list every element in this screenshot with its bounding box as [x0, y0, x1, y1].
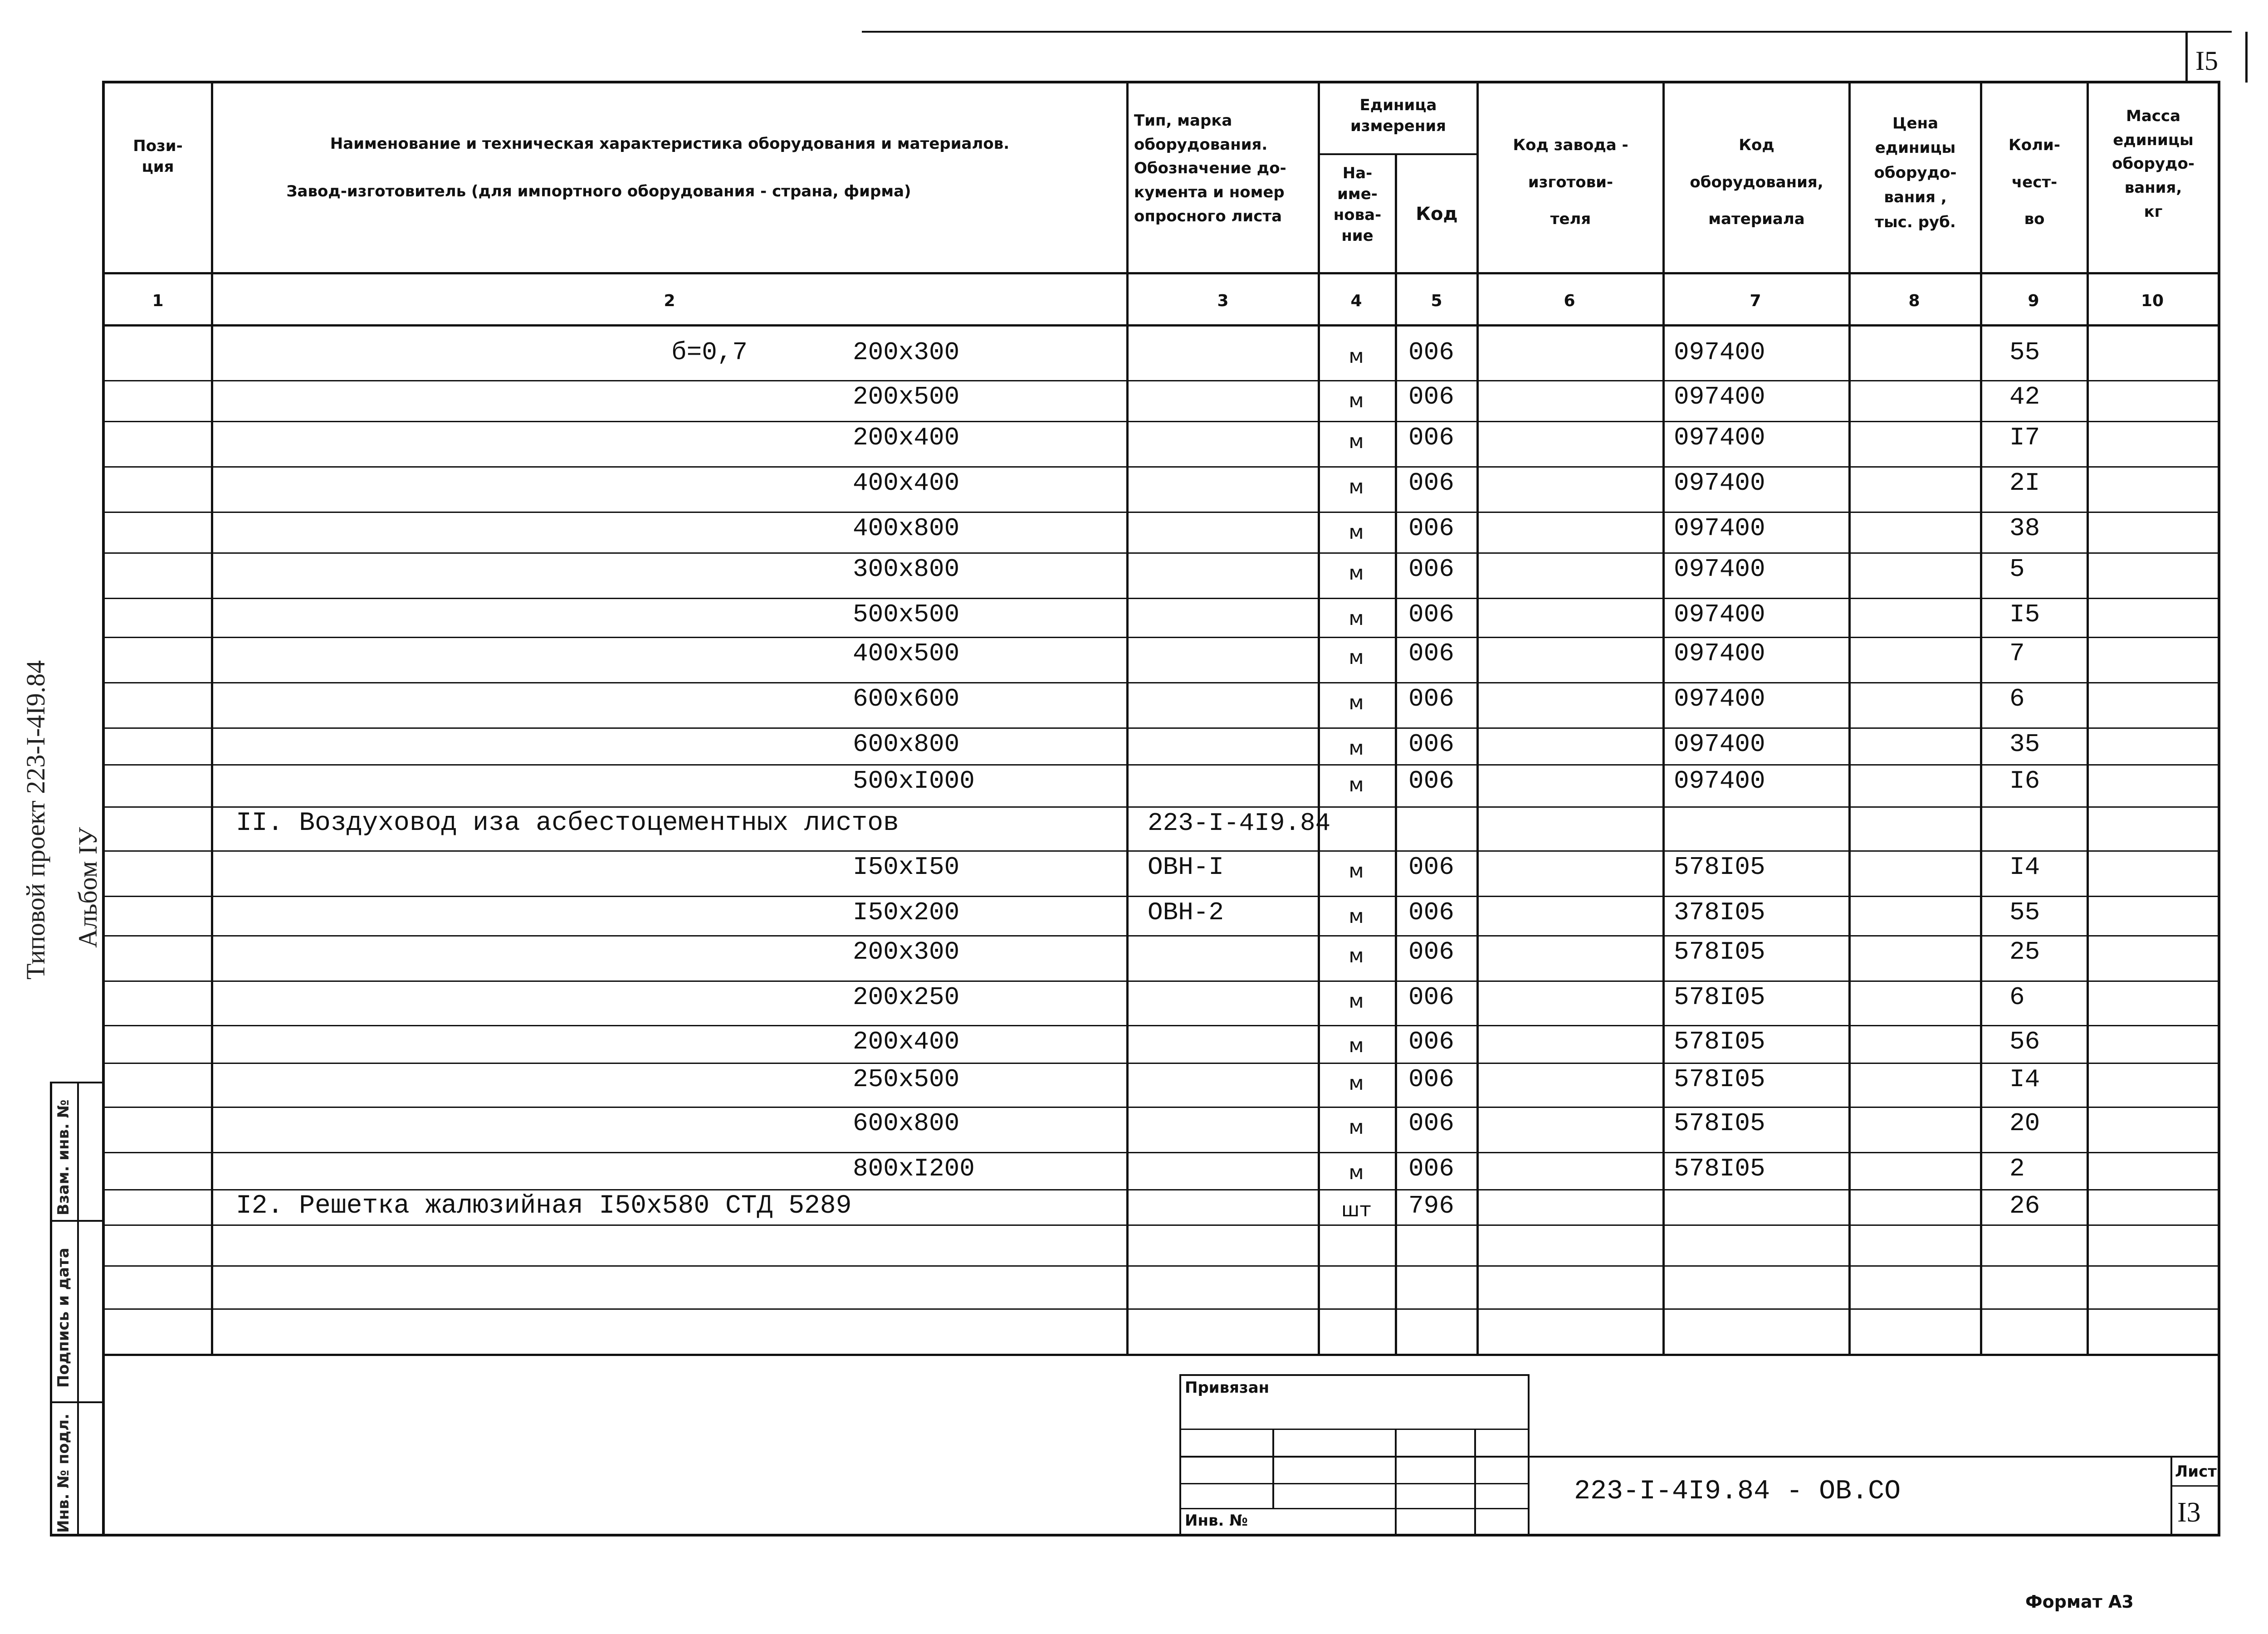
cell-size: 800xI200 [853, 1154, 975, 1183]
cell-qty: 56 [2009, 1027, 2040, 1056]
row-divider [105, 1025, 2218, 1026]
cell-size: I50x200 [853, 898, 960, 927]
cell-qty: 55 [2009, 898, 2040, 927]
cell-qty: 55 [2009, 338, 2040, 367]
header-plant-code: Код завода - изготови- теля [1513, 136, 1628, 229]
cell-code: 006 [1408, 684, 1454, 713]
row-divider [105, 682, 2218, 683]
tb-vline-1 [1272, 1429, 1274, 1508]
row-divider [105, 421, 2218, 422]
cell-qty: 2 [2009, 1154, 2025, 1183]
column-number: 9 [2028, 292, 2039, 310]
cell-mat: 378I05 [1674, 898, 1765, 927]
tb-sheet-split [2170, 1485, 2218, 1487]
column-number: 1 [152, 292, 164, 310]
cell-size: 400x500 [853, 639, 960, 668]
cell-qty: 5 [2009, 555, 2025, 584]
header-unit-name: На- име- нова- ние [1333, 164, 1382, 245]
header-position: Пози- ция [133, 137, 183, 176]
row-divider [105, 806, 2218, 808]
cell-prefix: б=0,7 [671, 338, 748, 367]
colnum-bottom-line [102, 324, 2220, 327]
row-divider [105, 896, 2218, 897]
cell-mat: 097400 [1674, 684, 1765, 713]
cell-unit: шт [1341, 1198, 1371, 1221]
col-line-8 [1980, 81, 1982, 1355]
cell-unit: м [1349, 521, 1364, 544]
unit-split-line [1318, 153, 1476, 155]
cell-code: 006 [1408, 983, 1454, 1012]
cell-code: 006 [1408, 853, 1454, 882]
cell-code: 006 [1408, 898, 1454, 927]
cell-qty: 25 [2009, 937, 2040, 966]
cell-code: 006 [1408, 766, 1454, 795]
cell-code: 006 [1408, 639, 1454, 668]
cell-size: 200x300 [853, 338, 960, 367]
column-number: 5 [1431, 292, 1442, 310]
cell-code: 006 [1408, 514, 1454, 543]
cell-code: 006 [1408, 555, 1454, 584]
cell-unit: м [1349, 773, 1364, 796]
row-divider [105, 1107, 2218, 1108]
cell-code: 006 [1408, 730, 1454, 759]
row-divider [105, 850, 2218, 852]
cell-qty: 42 [2009, 382, 2040, 411]
header-qty: Коли- чест- во [2009, 136, 2060, 229]
cell-code: 006 [1408, 468, 1454, 498]
cell-unit: м [1349, 475, 1364, 498]
cell-size: 200x250 [853, 983, 960, 1012]
cell-mat: 578I05 [1674, 983, 1765, 1012]
cell-code: 006 [1408, 338, 1454, 367]
tb-row-3 [1179, 1483, 1529, 1484]
empty-row-line [105, 1308, 2218, 1310]
project-title-vertical: Типовой проект 223-I-4I9.84 [21, 660, 50, 980]
cell-title: I2. Решетка жалюзийная I50x580 СТД 5289 [236, 1191, 852, 1221]
cell-unit: м [1349, 737, 1364, 760]
col-line-5 [1476, 81, 1479, 1355]
cell-mat: 097400 [1674, 468, 1765, 498]
tb-box-left [1179, 1374, 1181, 1535]
tb-row-1 [1179, 1429, 1529, 1430]
column-number: 7 [1750, 292, 1761, 310]
tb-vline-3 [1474, 1429, 1476, 1535]
row-divider [105, 512, 2218, 513]
cell-qty: 6 [2009, 684, 2025, 713]
frame-bottom [50, 1534, 2220, 1536]
header-bottom-line [102, 272, 2220, 274]
col-line-6 [1662, 81, 1665, 1355]
cell-unit: м [1349, 1034, 1364, 1057]
stamp-frame-mid [77, 1082, 79, 1535]
cell-size: 200x500 [853, 382, 960, 411]
column-number: 8 [1908, 292, 1920, 310]
tb-vline-2 [1395, 1429, 1397, 1535]
cell-qty: I6 [2009, 766, 2040, 795]
cell-mat: 578I05 [1674, 1154, 1765, 1183]
row-divider [105, 1189, 2218, 1190]
cell-unit: м [1349, 1116, 1364, 1139]
tb-inv-no: Инв. № [1185, 1512, 1248, 1530]
header-equip-code: Код оборудования, материала [1690, 136, 1823, 229]
tb-row-4 [1179, 1508, 1529, 1509]
cell-mat: 578I05 [1674, 1027, 1765, 1056]
row-divider [105, 1152, 2218, 1153]
cell-unit: м [1349, 990, 1364, 1013]
cell-code: 006 [1408, 423, 1454, 452]
table-bottom-line [102, 1354, 2220, 1356]
cell-qty: 26 [2009, 1191, 2040, 1220]
cell-code: 006 [1408, 1027, 1454, 1056]
cell-size: 300x800 [853, 555, 960, 584]
frame-top [102, 81, 2220, 83]
cell-qty: I4 [2009, 853, 2040, 882]
cell-qty: 2I [2009, 468, 2040, 498]
tb-sheet-left [2170, 1456, 2172, 1535]
cell-code: 006 [1408, 600, 1454, 629]
cell-unit: м [1349, 691, 1364, 714]
cell-size: 600x600 [853, 684, 960, 713]
cell-code: 006 [1408, 382, 1454, 411]
row-divider [105, 380, 2218, 381]
cell-qty: 7 [2009, 639, 2025, 668]
sheet-box-right [2245, 32, 2248, 83]
cell-qty: 35 [2009, 730, 2040, 759]
stamp-label-podpis: Подпись и дата [54, 1248, 73, 1388]
col-line-7 [1848, 81, 1851, 1355]
empty-row-line [105, 1265, 2218, 1267]
cell-type: ОВН-2 [1148, 898, 1224, 927]
cell-code: 006 [1408, 1154, 1454, 1183]
cell-unit: м [1349, 561, 1364, 585]
tb-box-top [1179, 1374, 1529, 1376]
cell-qty: 6 [2009, 983, 2025, 1012]
header-mass: Масса единицы оборудо- вания, кг [2112, 107, 2195, 221]
header-unit-code: Код [1416, 204, 1458, 224]
album-vertical: Альбом IУ [73, 827, 103, 948]
cell-qty: 20 [2009, 1109, 2040, 1138]
cell-code: 796 [1408, 1191, 1454, 1220]
row-divider [105, 727, 2218, 729]
tb-box-right [1528, 1374, 1530, 1535]
cell-code: 006 [1408, 1109, 1454, 1138]
header-name-line1: Наименование и техническая характеристика оборудования и материалов. [330, 135, 1010, 153]
cell-unit: м [1349, 389, 1364, 412]
cell-title: II. Воздуховод иза асбестоцементных листов [236, 809, 899, 838]
cell-mat: 578I05 [1674, 937, 1765, 966]
row-divider [105, 1063, 2218, 1064]
cell-unit: м [1349, 646, 1364, 669]
cell-size: 200x400 [853, 423, 960, 452]
cell-mat: 097400 [1674, 600, 1765, 629]
empty-row-line [105, 1224, 2218, 1226]
tb-sheet-label: Лист [2175, 1463, 2217, 1481]
cell-unit: м [1349, 944, 1364, 967]
format-label: Формат А3 [2025, 1592, 2134, 1612]
header-unit: Единица измерения [1350, 96, 1446, 135]
cell-mat: 097400 [1674, 338, 1765, 367]
cell-qty: I7 [2009, 423, 2040, 452]
top-border-line [862, 31, 2232, 33]
sheet-number-top: I5 [2195, 46, 2218, 76]
cell-size: 500xI000 [853, 766, 975, 795]
tb-row-2 [1179, 1456, 2218, 1458]
row-divider [105, 637, 2218, 638]
row-divider [105, 466, 2218, 468]
cell-code: 006 [1408, 1065, 1454, 1094]
cell-size: 400x800 [853, 514, 960, 543]
header-type: Тип, марка оборудования. Обозначение до- кумента и номер опросного листа [1134, 112, 1286, 225]
stamp-line-top [50, 1082, 104, 1083]
cell-unit: м [1349, 1072, 1364, 1095]
cell-mat: 578I05 [1674, 1109, 1765, 1138]
tb-privyazan: Привязан [1185, 1379, 1270, 1397]
frame-left [102, 81, 105, 1536]
column-number: 2 [664, 292, 675, 310]
header-name-line2: Завод-изготовитель (для импортного оборудования - страна, фирма) [286, 182, 911, 200]
row-divider [105, 935, 2218, 937]
cell-mat: 097400 [1674, 423, 1765, 452]
cell-size: 200x400 [853, 1027, 960, 1056]
col-line-4 [1395, 154, 1397, 1355]
tb-sheet-number: I3 [2177, 1497, 2201, 1528]
cell-size: 600x800 [853, 730, 960, 759]
header-price: Цена единицы оборудо- вания , тыс. руб. [1874, 114, 1957, 231]
cell-qty: I5 [2009, 600, 2040, 629]
stamp-label-vzam: Взам. инв. № [54, 1099, 73, 1215]
cell-size: 200x300 [853, 937, 960, 966]
cell-mat: 097400 [1674, 382, 1765, 411]
cell-unit: м [1349, 345, 1364, 368]
cell-size: 500x500 [853, 600, 960, 629]
cell-unit: м [1349, 905, 1364, 928]
cell-unit: м [1349, 430, 1364, 453]
sheet-box-left [2185, 32, 2188, 83]
column-number: 4 [1350, 292, 1362, 310]
cell-mat: 578I05 [1674, 853, 1765, 882]
cell-unit: м [1349, 1161, 1364, 1184]
cell-mat: 097400 [1674, 730, 1765, 759]
frame-right [2218, 81, 2220, 1536]
cell-unit: м [1349, 607, 1364, 630]
col-line-3 [1318, 81, 1320, 1355]
cell-mat: 097400 [1674, 555, 1765, 584]
cell-type: 223-I-4I9.84 [1148, 809, 1331, 838]
cell-unit: м [1349, 859, 1364, 883]
cell-mat: 097400 [1674, 639, 1765, 668]
row-divider [105, 764, 2218, 766]
col-line-9 [2087, 81, 2089, 1355]
column-number: 6 [1564, 292, 1575, 310]
stamp-label-inv: Инв. № подл. [54, 1413, 73, 1533]
row-divider [105, 598, 2218, 599]
column-number: 3 [1217, 292, 1229, 310]
cell-size: 600x800 [853, 1109, 960, 1138]
column-number: 10 [2141, 292, 2164, 310]
stamp-line-2 [50, 1401, 104, 1403]
cell-mat: 097400 [1674, 514, 1765, 543]
cell-type: ОВН-I [1148, 853, 1224, 882]
cell-code: 006 [1408, 937, 1454, 966]
row-divider [105, 980, 2218, 982]
cell-size: 250x500 [853, 1065, 960, 1094]
tb-doc-code: 223-I-4I9.84 - ОВ.СО [1574, 1476, 1901, 1507]
stamp-line-1 [50, 1220, 104, 1222]
col-line-2 [1126, 81, 1129, 1355]
cell-mat: 578I05 [1674, 1065, 1765, 1094]
stamp-frame-left [50, 1082, 52, 1535]
cell-mat: 097400 [1674, 766, 1765, 795]
row-divider [105, 552, 2218, 554]
col-line-1 [211, 81, 213, 1355]
cell-size: 400x400 [853, 468, 960, 498]
cell-qty: 38 [2009, 514, 2040, 543]
cell-size: I50xI50 [853, 853, 960, 882]
cell-qty: I4 [2009, 1065, 2040, 1094]
